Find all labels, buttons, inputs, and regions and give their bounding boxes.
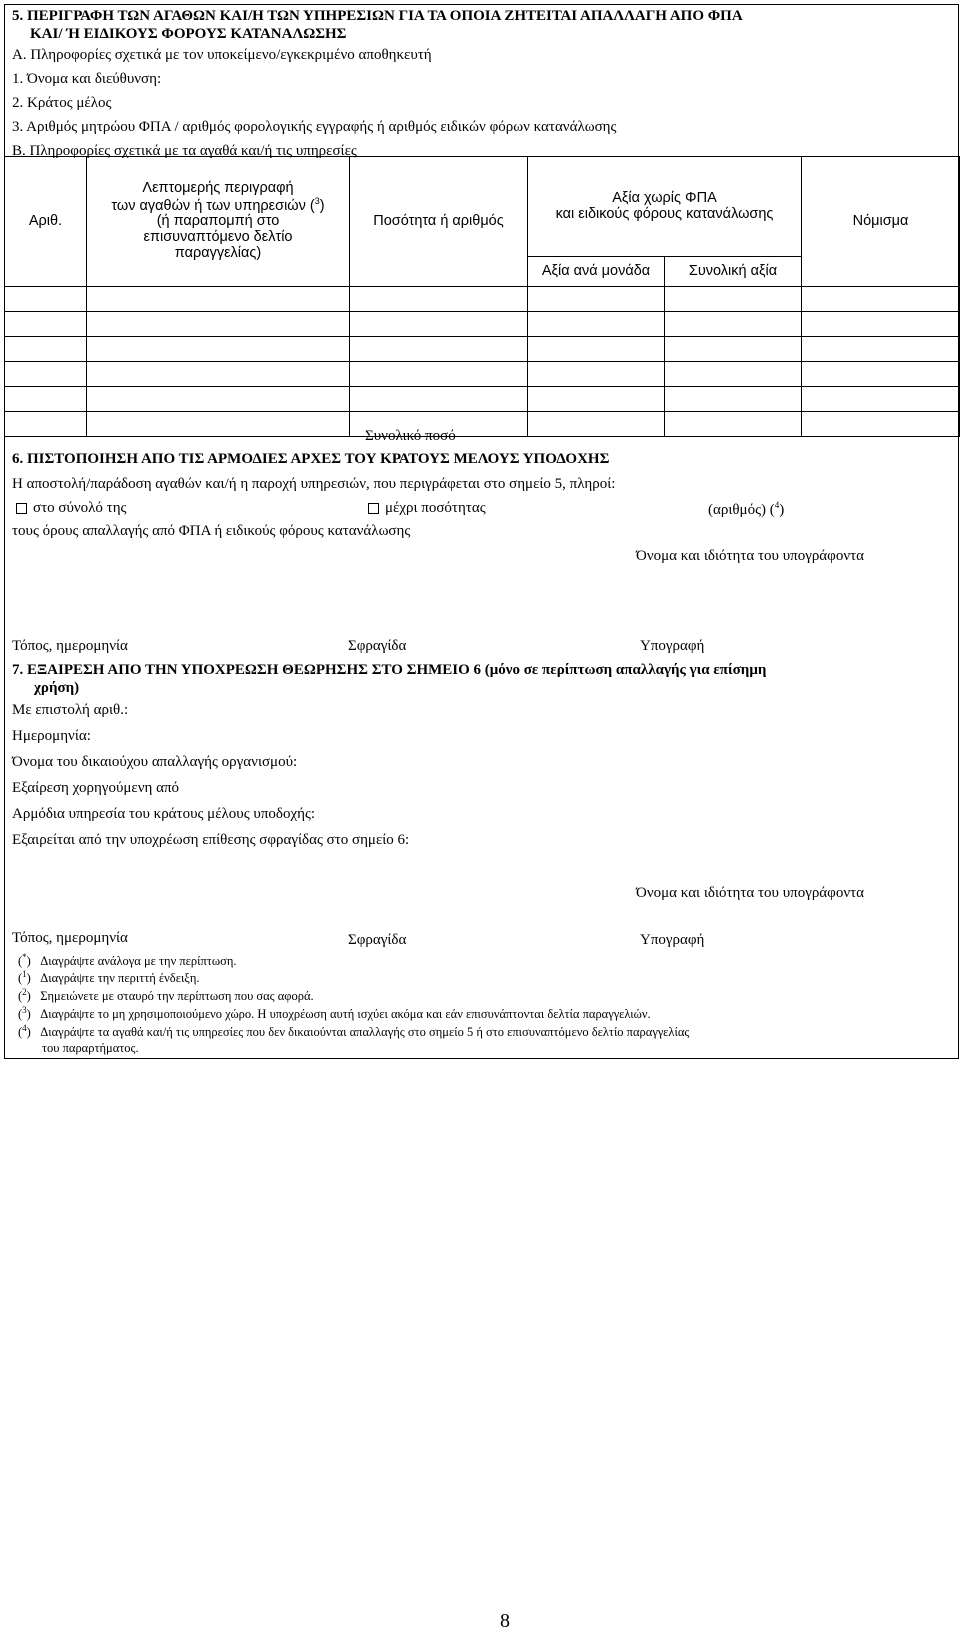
table-cell[interactable] xyxy=(802,337,960,362)
letter-number-label: Με επιστολή αριθ.: xyxy=(12,702,129,718)
quantity-number-label: (αριθμός) ($^4$) xyxy=(708,500,785,518)
table-cell[interactable] xyxy=(665,387,802,412)
table-cell[interactable] xyxy=(87,337,350,362)
table-cell[interactable] xyxy=(528,312,665,337)
checkbox[interactable] xyxy=(368,503,379,514)
table-header-row xyxy=(5,157,960,257)
col-unit-value-header: Αξία ανά μονάδα xyxy=(528,257,665,287)
table-row xyxy=(5,337,960,362)
signature-label: Υπογραφή xyxy=(640,638,705,654)
member-state-label: 2. Κράτος μέλος xyxy=(12,95,112,111)
table-row xyxy=(5,412,960,437)
table-cell[interactable] xyxy=(5,312,87,337)
place-date-label: Τόπος, ημερομηνία xyxy=(12,930,128,946)
table-cell[interactable] xyxy=(87,412,350,437)
table-cell[interactable] xyxy=(665,362,802,387)
footnote-4: ($^4$) Διαγράψτε τα αγαθά και/ή τις υπηρεσίες που δεν δικαιούνται απαλλαγής στο σημείο 5 ή στο επισυναπτόμενο δελτίο παραγγελίας xyxy=(18,1023,690,1040)
table-cell[interactable] xyxy=(528,337,665,362)
col-description-header: Λεπτομερής περιγραφή των αγαθών ή των υπηρεσιών ($^3$) (ή παραπομπή στο επισυναπτόμενο δελτίο παραγγελίας) xyxy=(87,157,350,287)
table-cell[interactable] xyxy=(665,412,802,437)
table-cell[interactable] xyxy=(665,337,802,362)
table-cell[interactable] xyxy=(350,287,528,312)
col-number-header: Αριθ. xyxy=(5,157,87,287)
signature-label: Υπογραφή xyxy=(640,932,705,948)
footnote-3: ($^3$) Διαγράψτε το μη χρησιμοποιούμενο χώρο. Η υποχρέωση αυτή ισχύει ακόμα και εάν επισυνάπτονται δελτία παραγγελιών. xyxy=(18,1005,651,1022)
info-a-heading: Α. Πληροφορίες σχετικά με τον υποκείμενο/εγκεκριμένο αποθηκευτή xyxy=(12,47,432,63)
footnote-4-cont: του παραρτήματος. xyxy=(42,1041,139,1055)
table-cell[interactable] xyxy=(350,312,528,337)
table-cell[interactable] xyxy=(350,337,528,362)
footnote-star: (*) Διαγράψτε ανάλογα με την περίπτωση. xyxy=(18,952,237,969)
vat-number-label: 3. Αριθμός μητρώου ΦΠΑ / αριθμός φορολογικής εγγραφής ή αριθμός ειδικών φόρων κατανάλωσης xyxy=(12,119,617,135)
date-label: Ημερομηνία: xyxy=(12,728,91,744)
footnote-2: ($^2$) Σημειώνετε με σταυρό την περίπτωση που σας αφορά. xyxy=(18,987,314,1004)
section6-title: 6. ΠΙΣΤΟΠΟΙΗΣΗ ΑΠΟ ΤΙΣ ΑΡΜΟΔΙΕΣ ΑΡΧΕΣ ΤΟΥ ΚΡΑΤΟΥΣ ΜΕΛΟΥΣ ΥΠΟΔΟΧΗΣ xyxy=(12,451,610,467)
col-quantity-header: Ποσότητα ή αριθμός xyxy=(350,157,528,287)
section5-title-cont: ΚΑΙ/ Ή ΕΙΔΙΚΟΥΣ ΦΟΡΟΥΣ ΚΑΤΑΝΑΛΩΣΗΣ xyxy=(30,26,347,42)
signer-name-label: Όνομα και ιδιότητα του υπογράφοντα xyxy=(636,548,864,564)
option-in-full[interactable]: στο σύνολό της xyxy=(16,500,127,517)
table-cell[interactable] xyxy=(87,312,350,337)
table-cell[interactable] xyxy=(802,387,960,412)
page-number: 8 xyxy=(500,1610,510,1632)
granted-by-label: Εξαίρεση χορηγούμενη από xyxy=(12,780,180,796)
section6-statement: Η αποστολή/παράδοση αγαθών και/ή η παροχή υπηρεσιών, που περιγράφεται στο σημείο 5, πληροί: xyxy=(12,476,616,492)
table-cell[interactable] xyxy=(802,412,960,437)
checkbox[interactable] xyxy=(16,503,27,514)
exemption-conditions-text: τους όρους απαλλαγής από ΦΠΑ ή ειδικούς φόρους κατανάλωσης xyxy=(12,523,411,539)
table-cell[interactable] xyxy=(87,362,350,387)
table-cell[interactable] xyxy=(5,362,87,387)
col-currency-header: Νόμισμα xyxy=(802,157,960,287)
section7-title-cont: χρήση) xyxy=(34,680,80,696)
option-up-to-quantity[interactable]: μέχρι ποσότητας xyxy=(368,500,486,517)
col-total-value-header: Συνολική αξία xyxy=(665,257,802,287)
col-value-header: Αξία χωρίς ΦΠΑ και ειδικούς φόρους κατανάλωσης xyxy=(528,157,802,257)
table-row xyxy=(5,387,960,412)
table-cell[interactable] xyxy=(5,337,87,362)
table-cell[interactable] xyxy=(528,387,665,412)
table-cell[interactable] xyxy=(802,362,960,387)
name-address-label: 1. Όνομα και διεύθυνση: xyxy=(12,71,162,87)
footnote-1: ($^1$) Διαγράψτε την περιττή ένδειξη. xyxy=(18,969,200,986)
info-b-heading: Β. Πληροφορίες σχετικά με τα αγαθά και/ή τις υπηρεσίες xyxy=(12,143,357,159)
table-cell[interactable] xyxy=(5,387,87,412)
table-cell[interactable] xyxy=(802,312,960,337)
beneficiary-name-label: Όνομα του δικαιούχου απαλλαγής οργανισμού: xyxy=(12,754,298,770)
table-cell[interactable] xyxy=(665,287,802,312)
table-row xyxy=(5,287,960,312)
place-date-label: Τόπος, ημερομηνία xyxy=(12,638,128,654)
stamp-label: Σφραγίδα xyxy=(348,638,407,654)
table-cell[interactable] xyxy=(350,387,528,412)
table-cell[interactable] xyxy=(350,362,528,387)
table-cell[interactable] xyxy=(665,312,802,337)
section7-title: 7. ΕΞΑΙΡΕΣΗ ΑΠΟ ΤΗΝ ΥΠΟΧΡΕΩΣΗ ΘΕΩΡΗΣΗΣ ΣΤΟ ΣΗΜΕΙΟ 6 (μόνο σε περίπτωση απαλλαγής για επίσημη xyxy=(12,662,767,678)
total-amount-label: Συνολικό ποσό xyxy=(365,428,456,444)
table-row xyxy=(5,312,960,337)
stamp-label: Σφραγίδα xyxy=(348,932,407,948)
signer-name-label: Όνομα και ιδιότητα του υπογράφοντα xyxy=(636,885,864,901)
table-cell[interactable] xyxy=(528,412,665,437)
table-cell[interactable] xyxy=(528,287,665,312)
competent-authority-label: Αρμόδια υπηρεσία του κράτους μέλους υποδοχής: xyxy=(12,806,316,822)
goods-table xyxy=(4,156,960,437)
table-cell[interactable] xyxy=(5,412,87,437)
stamp-exemption-label: Εξαιρείται από την υποχρέωση επίθεσης σφραγίδας στο σημείο 6: xyxy=(12,832,410,848)
table-cell[interactable] xyxy=(802,287,960,312)
table-row xyxy=(5,362,960,387)
table-cell[interactable] xyxy=(87,387,350,412)
table-cell[interactable] xyxy=(87,287,350,312)
table-cell[interactable] xyxy=(5,287,87,312)
section5-title: 5. ΠΕΡΙΓΡΑΦΗ ΤΩΝ ΑΓΑΘΩΝ ΚΑΙ/Η ΤΩΝ ΥΠΗΡΕΣΙΩΝ ΓΙΑ ΤΑ ΟΠΟΙΑ ΖΗΤΕΙΤΑΙ ΑΠΑΛΛΑΓΗ ΑΠΟ ΦΠΑ xyxy=(12,8,743,24)
table-cell[interactable] xyxy=(528,362,665,387)
